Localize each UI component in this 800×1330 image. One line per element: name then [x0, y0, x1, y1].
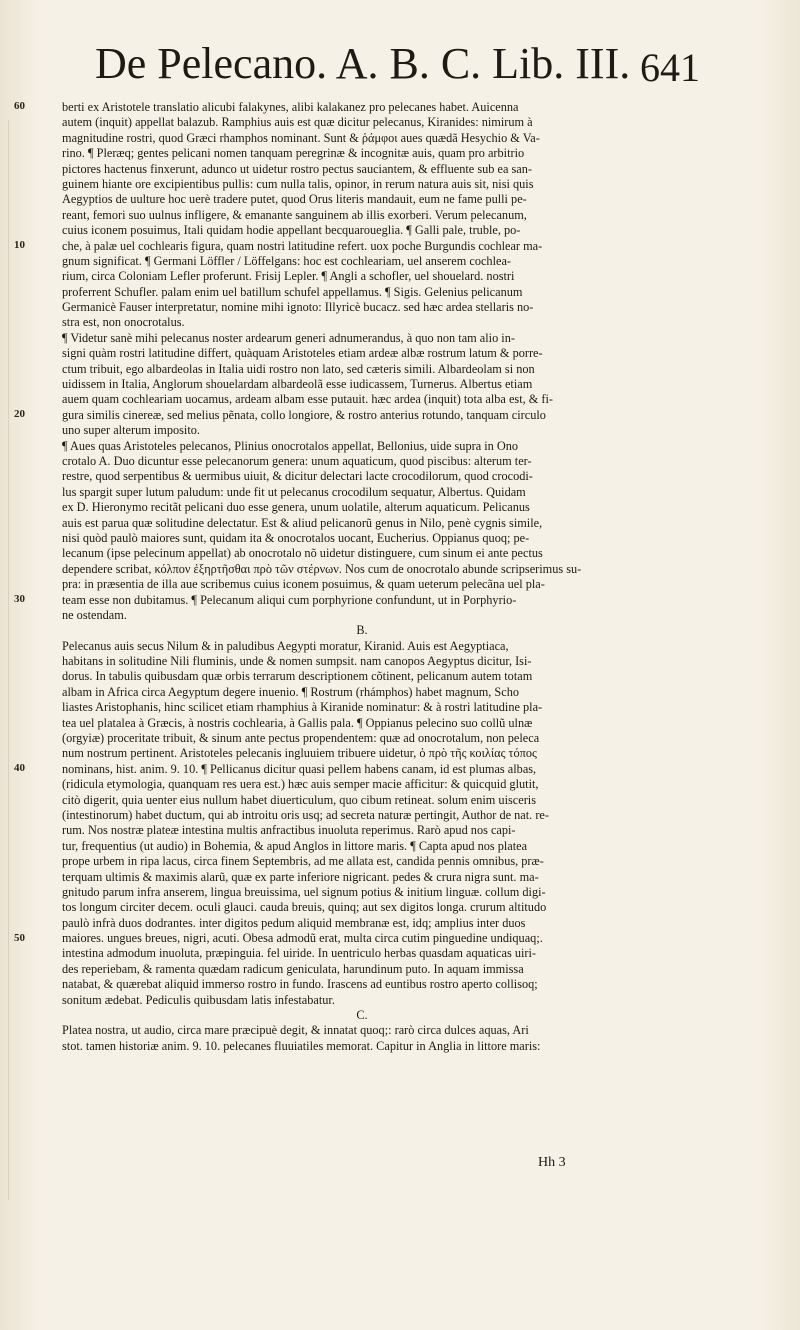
margin-line-number: 60	[14, 100, 25, 112]
text-line: tos longum circiter decem. oculi glauci. cauda breuis, quinq; aut sex digitos longa. crurum altitudo	[62, 900, 547, 915]
text-line: proferrent Schufler. palam enim uel batillum schufel appellamus. ¶ Sigis. Gelenius pelicanum	[62, 284, 523, 299]
text-line: Pelecanus auis secus Nilum & in paludibus Aegypti moratur, Kiranid. Auis est Aegyptiaca,	[62, 638, 509, 653]
printer-signature-mark: Hh 3	[538, 1155, 566, 1170]
text-line: autem (inquit) appellat balazub. Ramphius auis est quæ dicitur pelecanus, Kiranides: nimirum à	[62, 115, 533, 130]
text-line: liastes Aristophanis, hinc scilicet etiam rhamphius à Kiranide nominatur: & à rostri latitudine pla-	[62, 700, 543, 715]
text-line: ctum tribuit, ego albardeolas in Italia uidi rostro non lato, sed cæteris simili. Albardeolam si non	[62, 361, 535, 376]
text-line: rum. Nos nostræ plateæ intestina multis anfractibus inuoluta reperimus. Rarò apud nos capi-	[62, 823, 516, 838]
text-line: natabat, & quærebat aliquid immerso rostro in fundo. Irascens ad euntibus rostro aperto collisoq;	[62, 977, 538, 992]
text-line: signi quàm rostri latitudine differt, quàquam Aristoteles etiam ardeæ albæ rostrum latum & porre-	[62, 346, 543, 361]
text-line: che, à palæ uel cochlearis figura, quam nostri latitudine refert. uox poche Burgundis cochlear ma-	[62, 238, 543, 253]
text-line: tea uel platalea à Græcis, à nostris cochlearia, à Gallis pala. ¶ Oppianus pelecino suo collũ ulnæ	[62, 715, 533, 730]
text-line: Aegyptios de uulture hoc uerè tradere putet, quod Orus literis mandauit, eum ne fame pulli pe-	[62, 192, 527, 207]
text-line: sonitum ædebat. Pediculis quibusdam latis infestabatur.	[62, 992, 335, 1007]
running-title: De Pelecano. A. B. C. Lib. III.	[95, 39, 631, 88]
page-header	[95, 38, 700, 100]
text-line: (intestinorum) habet ductum, qui ab introitu oris usq; ad secreta naturæ pertingit, Author de nat. re-	[62, 807, 549, 822]
text-line: tur, frequentius (ut audio) in Bohemia, & apud Anglos in littore maris. ¶ Capta apud nos platea	[62, 838, 528, 853]
text-line: restre, quod serpentibus & uermibus uiuit, & dicitur delectari lacte crocodilorum, quod crocodi-	[62, 469, 533, 484]
text-line: gura similis cinereæ, sed melius pẽnata, collo longiore, & rostro anterius rotundo, tanquam circulo	[62, 407, 546, 422]
text-line: rino. ¶ Pleræq; gentes pelicani nomen tanquam peregrinæ & incognitæ auis, quam pro arbitrio	[62, 146, 525, 161]
margin-line-number: 30	[14, 592, 25, 605]
text-line: paulò infrà duos dodrantes. inter digitos pedum aliquid membranæ est, idq; amplius inter duos	[62, 915, 526, 930]
text-line: gnitudo parum infra anserem, lingua breuissima, uel signum potius & initium linguæ. collum digi-	[62, 884, 546, 899]
text-line: crotalo A. Duo dicuntur esse pelecanorum genera: unum aquaticum, quod piscibus: alterum ter-	[62, 453, 532, 468]
text-line: cuius iconem posuimus, Itali quidam hodie appellant becquaroueglia. ¶ Galli pale, truble, po-	[62, 223, 521, 238]
text-line: pictores hactenus finxerunt, adunco ut uidetur rostro pectus sauciantem, & effluente sub ea san-	[62, 161, 532, 176]
text-line: guinem hiante ore excipientibus pullis: cum nulla talis, opinor, in rerum natura auis sit, nisi quis	[62, 176, 534, 191]
gutter-shadow	[8, 120, 9, 1200]
text-line: berti ex Aristotele translatio alicubi falakynes, alibi kalakanez pro pelecanes habet. Auicenna	[62, 100, 519, 114]
text-line: Germanicè Fauser interpretatur, nomine mihi ignoto: Illyricè bucacz. sed hæc ardea stellaris no-	[62, 300, 534, 315]
text-line: uno super alterum imposito.	[62, 423, 200, 438]
margin-line-number: 10	[14, 238, 25, 251]
text-line: habitans in solitudine Nili fluminis, unde & nomen sumpsit. nam canopos Aegyptus dicitur, Isi-	[62, 654, 532, 669]
text-line: lecanum (ipse pelecinum appellat) ab onocrotalo nõ uidetur distinguere, cum sinum ei ante pectus	[62, 546, 543, 561]
margin-line-number: 40	[14, 762, 25, 775]
text-line: magnitudine rostri, quod Græci rhamphos nominant. Sunt & ῥάμφοι aues quædã Hesychio & Va-	[62, 130, 540, 145]
text-line: gnum significat. ¶ Germani Löffler / Löffelgans: hoc est cochleariam, uel anserem cochlea-	[62, 253, 511, 268]
text-line: ne ostendam.	[62, 607, 127, 622]
text-line: team esse non dubitamus. ¶ Pelecanum aliqui cum porphyrione confundunt, ut in Porphyrio-	[62, 592, 517, 607]
text-line: maiores. ungues breues, nigri, acuti. Obesa admodũ erat, multa circa cutim pinguedine undiquaq;.	[62, 931, 543, 946]
text-line: dependere scribat, κόλπον ἐξηρτῆσθαι πρὸ τῶν στέρνων. Nos cum de onocrotalo abunde scripserimus su-	[62, 561, 582, 576]
text-line: lus spargit super lutum paludum: unde fit ut pelecanus crocodilum sequatur, Albertus. Quidam	[62, 484, 526, 499]
text-line: dorus. In tabulis quibusdam quæ orbis terrarum descriptionem cõtinent, pelicanum autem totam	[62, 669, 533, 684]
text-line: pra: in præsentia de illa aue scribemus cuius iconem posuimus, & quam ueterum pelecãna uel pla-	[62, 577, 545, 592]
text-line: reant, femori suo uulnus infligere, & emanante sanguinem ab illis exorberi. Verum pelecanum,	[62, 207, 527, 222]
section-letter: C.	[356, 1008, 368, 1023]
margin-line-number: 20	[14, 408, 25, 420]
text-line: auis est parua quæ solitudine delectatur. Est & aliud pelicanorũ genus in Nilo, penè cygnis simile,	[62, 515, 543, 530]
text-line: stra est, non onocrotalus.	[62, 315, 185, 330]
text-line: terquam ultimis & maximis alarũ, quæ ex parte inferiore nigricant. pedes & crura nigra sunt. ma-	[62, 869, 539, 884]
text-line: rium, circa Coloniam Lefler proferunt. Frisij Lepler. ¶ Angli a schofler, uel shouelard. nostri	[62, 269, 515, 284]
page-body-text	[62, 100, 662, 1054]
text-line: uidissem in Italia, Anglorum shouelardam albardeolã esse iudicassem, Turnerus. Albertus etiam	[62, 377, 533, 392]
text-line: citò digerit, quia uenter eius nullum habet diuerticulum, quo cibum retineat. solum enim uisceris	[62, 792, 537, 807]
text-line: (ridicula etymologia, quanquam res uera est.) hæc auis semper macie afficitur: & quicquid glutit,	[62, 777, 539, 792]
text-line: albam in Africa circa Aegyptum degere inuenio. ¶ Rostrum (rhámphos) habet magnum, Scho	[62, 684, 520, 699]
text-line: Platea nostra, ut audio, circa mare præcipuè degit, & innatat quoq;: rarò circa dulces aquas, Ari	[62, 1023, 529, 1038]
text-line: des reperiebam, & ramenta quædam radicum geniculata, harundinum puto. In aquam immissa	[62, 961, 524, 976]
text-line: stot. tamen historiæ anim. 9. 10. pelecanes fluuiatiles memorat. Capitur in Anglia in littore maris:	[62, 1038, 541, 1053]
margin-line-number: 50	[14, 931, 25, 944]
text-line: nisi quòd paulò maiores sunt, quidam ita & onocrotalos uocant, Eucherius. Oppianus quoq; pe-	[62, 530, 530, 545]
text-line: (orgyiæ) proceritate tribuit, & sinum ante pectus propendentem: quæ ad onocrotalum, non peleca	[62, 731, 540, 746]
text-line: ex D. Hieronymo recitãt pelicani duo esse genera, unum uolatile, alterum aquaticum. Pelicanus	[62, 500, 530, 515]
text-line: ¶ Aues quas Aristoteles pelecanos, Plinius onocrotalos appellat, Bellonius, uide supra in Ono	[62, 438, 519, 453]
text-line: num nostrum pertinent. Aristoteles pelecanis ingluuiem tribuere uidetur, ὁ πρὸ τῆς κοιλίας τόπος	[62, 746, 537, 761]
section-letter: B.	[356, 623, 368, 638]
text-line: auem quam cochleariam uocamus, ardeam albam esse putauit. hæc ardea (inquit) tota alba est, & fi-	[62, 392, 554, 407]
page-number: 641	[640, 45, 700, 90]
text-line: prope urbem in ripa lacus, circa finem Septembris, ad me allata est, candida pennis omnibus, præ-	[62, 854, 544, 869]
text-line: intestina admodum inuoluta, præpinguia. fel uiride. In uentriculo herbas quasdam aquaticas uiri-	[62, 946, 536, 961]
text-line: nominans, hist. anim. 9. 10. ¶ Pellicanus dicitur quasi pellem habens canam, id est plumas albas,	[62, 761, 537, 776]
text-line: ¶ Videtur sanè mihi pelecanus noster ardearum generi adnumerandus, à quo non tam alio in-	[62, 330, 515, 345]
